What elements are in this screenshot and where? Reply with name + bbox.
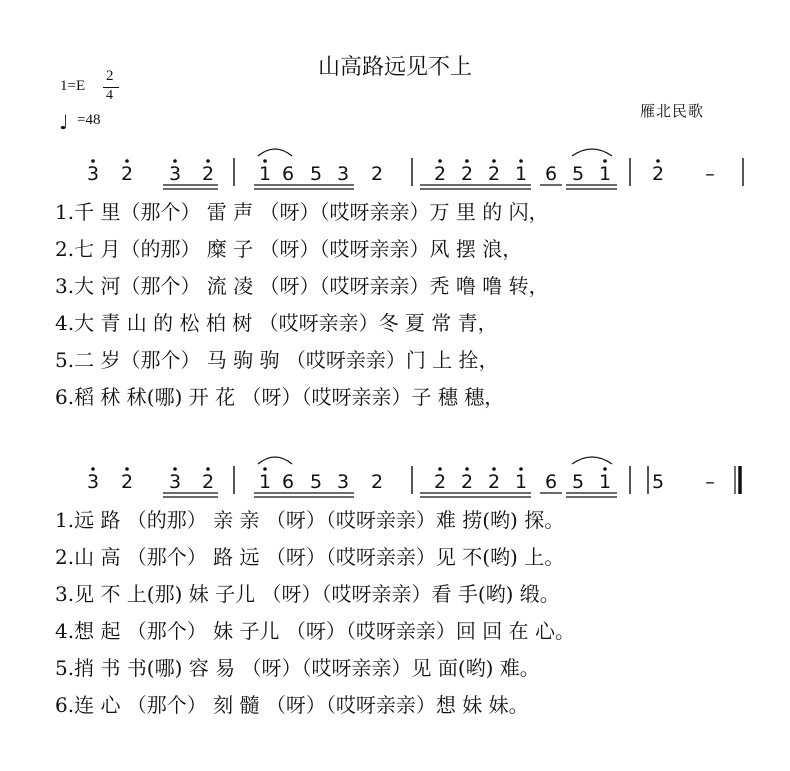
note: 3: [86, 471, 100, 493]
note: 2: [487, 471, 501, 493]
note: 1: [598, 163, 612, 185]
note: 6: [281, 471, 295, 493]
lyric-line: 1.千 里（那个） 雷 声 （呀）（哎呀亲亲）万 里 的 闪，: [55, 200, 549, 224]
lyric-line: 3.见 不 上(那) 妹 子儿 （呀）（哎呀亲亲）看 手(哟) 缎。: [55, 582, 560, 606]
attribution: 雁北民歌: [640, 102, 705, 120]
note: 2: [201, 163, 215, 185]
octave-dot: [91, 467, 95, 471]
note: 2: [120, 471, 134, 493]
note: –: [705, 163, 715, 185]
note: 1: [258, 471, 272, 493]
note: 2: [651, 163, 665, 185]
lyric-line: 1.远 路 （的那） 亲 亲 （呀）（哎呀亲亲）难 捞(哟) 探。: [55, 508, 565, 532]
lyric-line: 6.连 心 （那个） 刻 髓 （呀）（哎呀亲亲）想 妹 妹。: [55, 693, 529, 717]
song-title: 山高路远见不上: [317, 55, 472, 80]
lyric-line: 2.山 高 （那个） 路 远 （呀）（哎呀亲亲）见 不(哟) 上。: [55, 545, 565, 569]
tie: [572, 457, 612, 464]
note: 5: [309, 471, 323, 493]
note: 1: [598, 471, 612, 493]
lyric-line: 4.想 起 （那个） 妹 子儿 （呀）（哎呀亲亲）回 回 在 心。: [55, 619, 575, 643]
lyric-line: 5.二 岁（那个） 马 驹 驹 （哎呀亲亲）门 上 拴，: [55, 348, 499, 372]
lyric-line: 4.大 青 山 的 松 柏 树 （哎呀亲亲）冬 夏 常 青，: [55, 311, 498, 335]
note: 1: [258, 163, 272, 185]
octave-dot: [492, 467, 496, 471]
note: 3: [336, 471, 350, 493]
note: 3: [86, 163, 100, 185]
tempo-value: =48: [77, 112, 101, 128]
note: 3: [168, 163, 182, 185]
note: 1: [514, 163, 528, 185]
note: –: [705, 471, 715, 493]
note: 5: [571, 163, 585, 185]
note: 2: [433, 471, 447, 493]
octave-dot: [125, 467, 129, 471]
time-signature-top: 2: [106, 68, 114, 84]
note: 2: [370, 163, 384, 185]
note: 2: [433, 163, 447, 185]
note: 2: [460, 163, 474, 185]
note: 2: [201, 471, 215, 493]
note: 2: [487, 163, 501, 185]
octave-dot: [603, 467, 607, 471]
tie: [258, 457, 292, 464]
octave-dot: [465, 467, 469, 471]
note: 6: [281, 163, 295, 185]
time-signature-bottom: 4: [106, 88, 113, 103]
octave-dot: [173, 467, 177, 471]
lyric-line: 2.七 月（的那） 糜 子 （呀）（哎呀亲亲）风 摆 浪，: [55, 237, 523, 261]
note: 2: [120, 163, 134, 185]
quarter-note-icon: ♩: [59, 110, 69, 134]
lyric-line: 5.捎 书 书(哪) 容 易 （呀）（哎呀亲亲）见 面(哟) 难。: [55, 656, 540, 680]
note: 2: [370, 471, 384, 493]
octave-dot: [438, 467, 442, 471]
note: 5: [309, 163, 323, 185]
note: 1: [514, 471, 528, 493]
octave-dot: [519, 467, 523, 471]
octave-dot: [206, 467, 210, 471]
lyric-line: 3.大 河（那个） 流 凌 （呀）（哎呀亲亲）秃 噜 噜 转，: [55, 274, 549, 298]
lyric-line: 6.稻 秫 秫(哪) 开 花 （呀）（哎呀亲亲）子 穗 穗，: [55, 385, 505, 409]
note: 3: [336, 163, 350, 185]
note: 6: [544, 163, 558, 185]
note: 5: [651, 471, 665, 493]
octave-dot: [263, 467, 267, 471]
note: 5: [571, 471, 585, 493]
note: 6: [544, 471, 558, 493]
note: 3: [168, 471, 182, 493]
note: 2: [460, 471, 474, 493]
key-signature: 1=E: [60, 78, 86, 94]
